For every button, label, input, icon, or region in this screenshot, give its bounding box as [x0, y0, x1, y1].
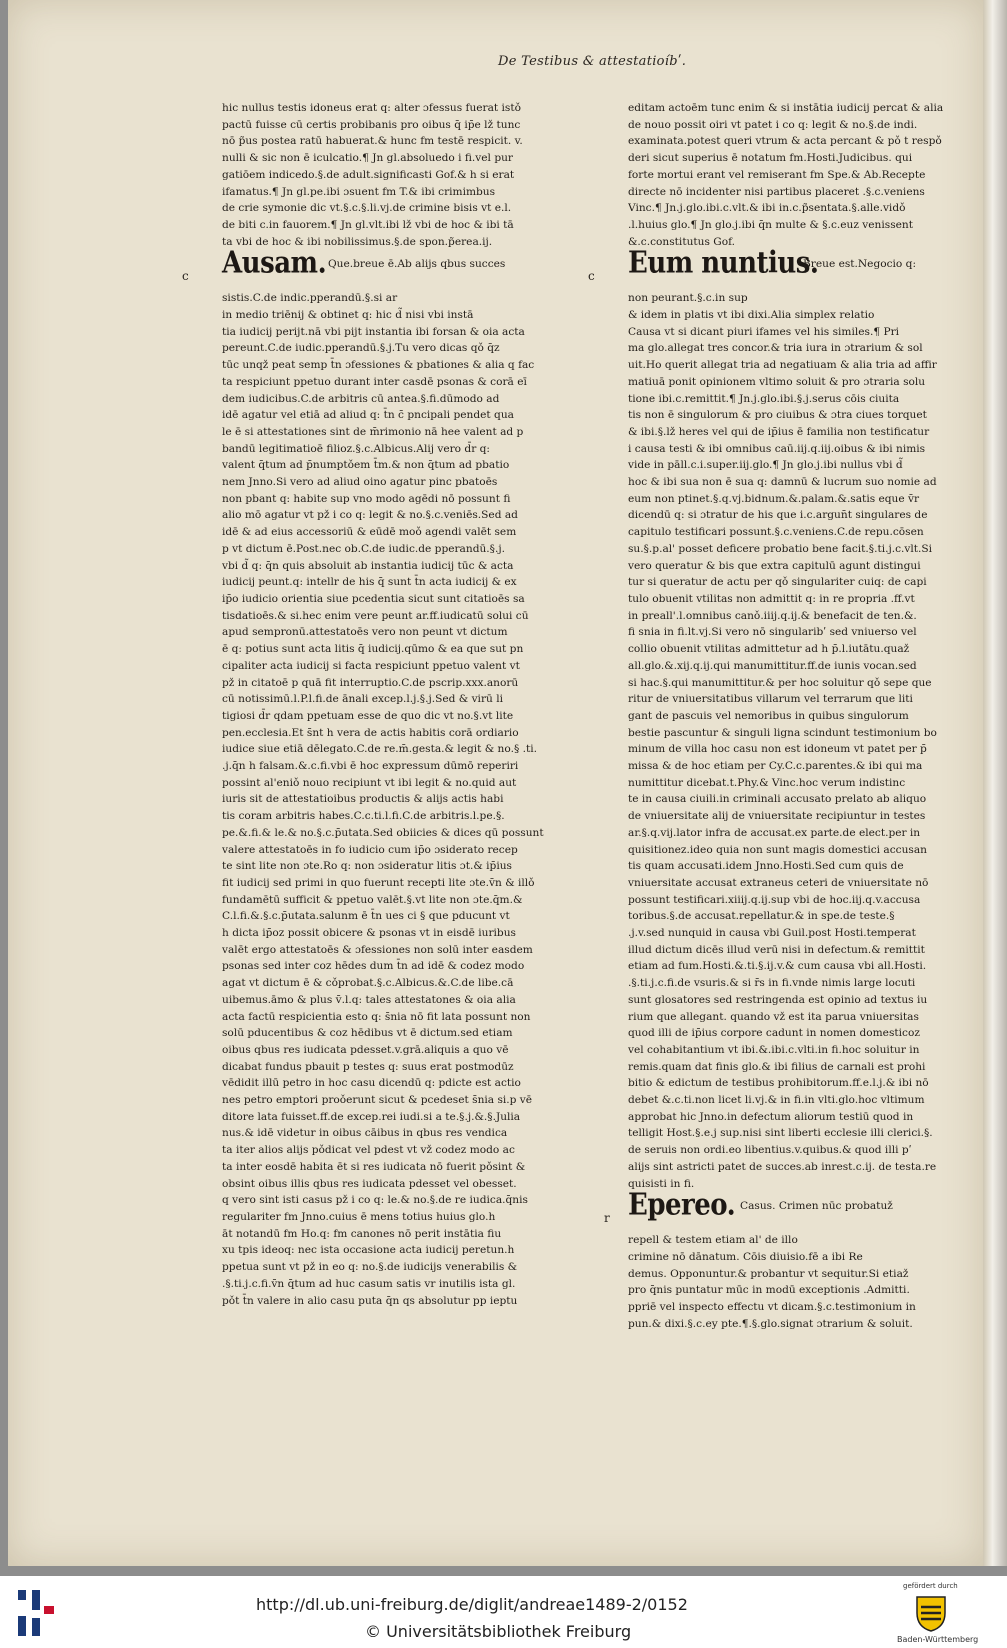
- text-line: .j.v.sed nunquid in causa vbi Guil.post Hosti.temperat: [628, 927, 916, 940]
- text-line: gant de pascuis vel nemoribus in quibus singulorum: [628, 709, 909, 722]
- text-line: tis quam accusati.idem Jnno.Hosti.Sed cum quis de: [628, 860, 904, 873]
- text-line: collio obuenit vtilitas admittetur ad h p̄.l.iutātu.quaž: [628, 643, 910, 656]
- text-line: tur si queratur de actu per qǒ singulariter cuiq: de capi: [628, 576, 927, 589]
- text-line: Vinc.¶ Jn.j.glo.ibi.c.vlt.& ibi in.c.p̃sentata.§.alle.vidǒ: [628, 202, 906, 215]
- text-line: telligit Host.§.e.j sup.nisi sint liberti ecclesie illi clerici.§.: [628, 1127, 933, 1140]
- text-line: dem iudicibus.C.de arbitris cū antea.§.fi.dūmodo ad: [222, 392, 500, 405]
- text-line: all.glo.&.xij.q.ij.qui manumittitur.ff.de iunis vocan.sed: [628, 659, 917, 672]
- text-line: ditore lata fuisset.ff.de excep.rei iudi.si a te.§.j.&.§.Julia: [222, 1110, 521, 1123]
- text-line: vide in pāll.c.i.super.iij.glo.¶ Jn glo.j.ibi nullus vbi d̃: [628, 459, 903, 472]
- section-lead: Que.breue ē.Ab alijs qbus succes: [328, 258, 506, 271]
- text-line: vero queratur & bis que extra capitulū agunt distingui: [628, 559, 921, 572]
- text-line: ritur de vniuersitatibus villarum vel terrarum que liti: [628, 693, 913, 706]
- text-line: bandū legitimatioē filioz.§.c.Albicus.Alij vero d̄r q:: [222, 442, 490, 455]
- university-logo-icon: [14, 1586, 62, 1638]
- running-head: De Testibus & attestatioíbʹ.: [498, 54, 687, 69]
- text-line: vniuersitate accusat extraneus ceteri de vniuersitate nō: [628, 876, 929, 889]
- text-line: le ē si attestationes sint de m̄rimonio nā hee valent ad p: [222, 425, 524, 438]
- copyright-text: © Universitätsbibliothek Freiburg: [365, 1622, 632, 1641]
- text-line: sunt glosatores sed restringenda est opinio ad textus iu: [628, 993, 928, 1006]
- text-line: cipaliter acta iudicij si facta respiciunt ppetuo valent vt: [222, 659, 520, 672]
- text-line: tisdatioēs.& si.hec enim vere peunt ar.ff.iudicatū solui cū: [222, 609, 529, 622]
- left-section-heading: [182, 246, 552, 288]
- margin-marker: c: [588, 269, 595, 284]
- text-line: .§.ti.j.c.fi.v̄n q̄tum ad huc casum satis vr inutilis ista gl.: [222, 1277, 516, 1290]
- text-line: nulli & sic non ē iculcatio.¶ Jn gl.absoluedo i fi.vel pur: [222, 152, 513, 165]
- text-line: dicabat fundus pbauit p testes q: suus erat postmodūz: [222, 1060, 514, 1073]
- right-column: [588, 100, 956, 1333]
- text-line: p vt dictum ē.Post.nec ob.C.de iudic.de pperandū.§.j.: [222, 542, 505, 555]
- text-line: pe.&.fi.& le.& no.§.c.p̄utata.Sed obiicies & dices qū possunt: [222, 826, 544, 839]
- text-line: āt notandū fm Ho.q: fm canones nō perit instātia fiu: [222, 1227, 502, 1240]
- text-line: in medio triēnij & obtinet q: hic d̃ nisi vbi instā: [222, 309, 474, 322]
- text-line: rium que allegant. quando vž est ita parua vniuersitas: [628, 1010, 919, 1023]
- text-line: sistis.C.de indic.pperandū.§.si ar: [222, 292, 398, 305]
- text-line: h dicta ip̄oz possit obicere & psonas vt in eisdē iuribus: [222, 927, 516, 940]
- text-line: te sint lite non ɔte.Ro q: non ɔsideratur litis ɔt.& ip̄ius: [222, 860, 512, 873]
- permalink-url[interactable]: http://dl.ub.uni-freiburg.de/diglit/andreae1489-2/0152: [256, 1595, 688, 1614]
- margin-marker: c: [182, 269, 189, 284]
- section-initial: Epereo.: [628, 1188, 736, 1223]
- page-edge: [983, 0, 1007, 1566]
- text-line: ē q: potius sunt acta litis q̄ iudicij.qūmo & ea que sut pn: [222, 643, 524, 656]
- text-line: toribus.§.de accusat.repellatur.& in spe.de teste.§: [628, 910, 895, 923]
- text-line: crimine nō dānatum. Cōis diuisio.fē a ibi Re: [628, 1251, 863, 1263]
- text-line: regulariter fm Jnno.cuius ē mens totius huius glo.h: [222, 1211, 496, 1223]
- text-line: idē & ad eius accessoriū & eūdē moǒ agendi valēt sem: [222, 526, 517, 539]
- text-line: matiuā ponit opinionem vltimo soluit & pro ɔtraria solu: [628, 375, 926, 388]
- text-line: eum non ptinet.§.q.vj.bidnum.&.palam.&.satis eque v̄r: [628, 492, 920, 505]
- text-line: fit iudicij sed primi in quo fuerunt recepti lite ɔte.v̄n & illǒ: [222, 876, 535, 889]
- text-line: acta factū respicientia esto q: s̄nia nō fit lata possunt non: [222, 1010, 531, 1023]
- text-line: debet &.c.ti.non licet li.vj.& in fi.in vlti.glo.hoc vltimum: [628, 1094, 925, 1107]
- text-line: minum de villa hoc casu non est idoneum vt patet per p̄: [628, 743, 927, 756]
- text-line: bestie pascuntur & singuli ligna scindunt testimonium bo: [628, 726, 937, 739]
- text-line: non pbant q: habite sup vno modo agēdi nō possunt fi: [222, 492, 511, 505]
- text-line: illud dictum dicēs illud verū nisi in defectum.& remittit: [628, 943, 925, 956]
- text-line: possint al'eniǒ nouo recipiunt vt ibi legit & no.quid aut: [222, 776, 517, 789]
- text-line: pactū fuisse cū certis probibanis pro oibus q̄ ip̄e lž tunc: [222, 118, 521, 131]
- text-line: ma glo.allegat tres concor.& tria iura in ɔtrarium & sol: [628, 342, 923, 355]
- text-line: tūc unqž peat semp t̄n ɔfessiones & pbationes & alia q fac: [222, 359, 535, 372]
- right-section-heading-2: [604, 1188, 956, 1230]
- text-line: alio mō agatur vt pž i co q: legit & no.§.c.veniēs.Sed ad: [222, 509, 518, 522]
- text-line: psonas sed inter coz hēdes dum t̄n ad idē & codez modo: [222, 960, 525, 973]
- section-initial: Eum nuntius.: [628, 246, 819, 281]
- text-line: repell & testem etiam al' de illo: [628, 1234, 798, 1247]
- text-line: capitulo testificari possunt.§.c.veniens.C.de repu.cōsen: [628, 526, 924, 539]
- text-line: forte mortui erant vel remiserant fm Spe.& Ab.Recepte: [628, 168, 926, 181]
- text-line: remis.quam dat finis glo.& ibi filius de carnali est prohi: [628, 1060, 926, 1073]
- left-column: [182, 100, 552, 1309]
- text-line: demus. Opponuntur.& probantur vt sequitur.Si etiaž: [628, 1267, 909, 1280]
- text-line: vēdidit illū petro in hoc casu dicendū q: pdicte est actio: [222, 1077, 521, 1090]
- text-line: iudice siue etiā dēlegato.C.de re.m̄.gesta.& legit & no.§ .ti.: [222, 743, 537, 756]
- text-line: uit.Ho querit allegat tria ad negatiuam & alia tria ad affir: [628, 359, 937, 372]
- text-line: idē agatur vel etiā ad aliud q: t̄n c̄ pncipali pendet qua: [222, 409, 514, 422]
- text-line: valere attestatoēs in fo iudicio cum ip̄o ɔsiderato recep: [222, 843, 518, 856]
- text-line: hic nullus testis idoneus erat q: alter ɔfessus fuerat istǒ: [222, 102, 521, 114]
- text-line: apud sempronū.attestatoēs vero non peunt vt dictum: [222, 626, 508, 639]
- text-line: fi snia in fi.lt.vj.Si vero nō singularibʹ sed vniuerso vel: [628, 626, 917, 639]
- text-line: ta inter eosdē habita ēt si res iudicata nō fuerit pǒsint &: [222, 1160, 526, 1173]
- sponsor-name: Baden-Württemberg: [897, 1635, 979, 1644]
- text-line: nem Jnno.Si vero ad aliud oino agatur pinc pbatoēs: [222, 476, 498, 489]
- text-line: tione ibi.c.remittit.¶ Jn.j.glo.ibi.§.j.serus cōis ciuita: [628, 392, 900, 405]
- text-line: de seruis non ordi.eo libentius.v.quibus.& quod illi pʹ: [628, 1144, 912, 1157]
- text-line: deri sicut superius ē notatum fm.Hosti.Judicibus. qui: [628, 152, 913, 165]
- section-lead: Casus. Crimen nūc probatuž: [740, 1200, 893, 1213]
- text-line: ip̄o iudicio orientia siue pcedentia sicut sunt citatioēs sa: [222, 592, 525, 605]
- text-line: cū notissimū.l.P.l.fi.de ānali excep.l.j.§.j.Sed & virū li: [222, 693, 503, 706]
- text-line: ppetua sunt vt pž in eo q: no.§.de iudicijs venerabilis &: [222, 1261, 518, 1274]
- text-line: C.l.fi.&.§.c.p̄utata.salunm ē t̄n ues ci § que pducunt vt: [222, 910, 510, 923]
- text-line: Causa vt si dicant piuri ifames vel his similes.¶ Pri: [628, 325, 900, 338]
- text-line: etiam ad fum.Hosti.&.ti.§.ij.v.& cum causa vbi all.Hosti.: [628, 960, 927, 973]
- text-line: ifamatus.¶ Jn gl.pe.ibi ɔsuent fm T.& ibi crimimbus: [222, 185, 496, 198]
- text-line: .l.huius glo.¶ Jn glo.j.ibi q̄n multe & §.c.euz venissent: [628, 218, 913, 231]
- text-line: de nouo possit oiri vt patet i co q: legit & no.§.de indi.: [628, 118, 918, 131]
- scanned-page: [8, 0, 983, 1566]
- text-line: quod illi de ip̄ius corpore cadunt in nomen domesticoz: [628, 1027, 920, 1040]
- text-line: tis coram arbitris habes.C.c.ti.l.fi.C.de arbitris.l.pe.§.: [222, 810, 505, 823]
- text-line: missa & de hoc etiam per Cy.C.c.parentes.& ibi qui ma: [628, 760, 923, 773]
- text-line: uibemus.āmo & plus v̄.l.q: tales attestatones & oia alia: [222, 993, 516, 1006]
- text-line: de biti c.in fauorem.¶ Jn gl.vlt.ibi lž vbi de hoc & ibi tā: [222, 218, 514, 231]
- text-line: pen.ecclesia.Et s̄nt h vera de actis habitis corā ordiario: [222, 726, 519, 739]
- text-line: alijs sint astricti patet de succes.ab inrest.c.ij. de testa.re: [628, 1160, 937, 1173]
- text-line: i causa testi & ibi omnibus caū.iij.q.iij.oibus & ibi nimis: [628, 442, 926, 455]
- text-line: nes petro emptori proǒerunt sicut & pcedeset s̄nia si.p vē: [222, 1094, 533, 1107]
- right-column-end-text: [628, 1232, 956, 1332]
- text-line: xu tpis ideoq: nec ista occasione acta iudicij peretun.h: [222, 1244, 515, 1257]
- text-line: ppriē vel inspecto effectu vt dicam.§.c.testimonium in: [628, 1301, 916, 1314]
- text-line: quisitionez.ideo quia non sunt magis domestici accusan: [628, 843, 927, 856]
- text-line: agat vt dictum ē & cǒprobat.§.c.Albicus.&.C.de libe.cā: [222, 977, 514, 990]
- text-line: ar.§.q.vij.lator infra de accusat.ex parte.de elect.per in: [628, 826, 921, 839]
- text-line: examinata.potest queri vtrum & acta percant & pǒ t respǒ: [628, 135, 942, 148]
- text-line: pro q̄nis puntatur mūc in modū exceptionis .Admitti.: [628, 1284, 910, 1297]
- text-line: te in causa ciuili.in criminali accusato prelato ab aliquo: [628, 793, 927, 806]
- text-line: de vniuersitate alij de vniuersitate recipiuntur in testes: [628, 810, 926, 823]
- coat-of-arms-icon: [911, 1593, 951, 1633]
- text-line: & ibi.§.lž heres vel qui de ip̄ius ē familia non testificatur: [628, 425, 930, 438]
- text-line: valent q̄tum ad p̄numptǒem t̄m.& non q̄tum ad pbatio: [222, 459, 510, 472]
- text-line: pereunt.C.de iudic.pperandū.§.j.Tu vero dicas qǒ q̄z: [222, 342, 500, 355]
- text-line: possunt testificari.xiiij.q.ij.sup vbi de hoc.iij.q.v.accusa: [628, 893, 921, 906]
- margin-marker: r: [604, 1211, 610, 1226]
- text-line: .§.ti.j.c.fi.de vsuris.& si r̄s in fi.vnde nimis large locuti: [628, 977, 916, 990]
- text-line: pun.& dixi.§.c.ey pte.¶.§.glo.signat ɔtrarium & soluit.: [628, 1317, 913, 1330]
- right-section-heading: [588, 246, 956, 288]
- right-column-top-text: [628, 100, 956, 250]
- text-line: ta vbi de hoc & ibi nobilissimus.§.de spon.p̃erea.ij.: [222, 235, 493, 248]
- text-line: ta iter alios alijs pǒdicat vel pdest vt vž codez modo ac: [222, 1144, 515, 1157]
- text-line: iuris sit de attestatioibus productis & alijs actis habi: [222, 793, 504, 806]
- text-line: quisisti in fi.: [628, 1177, 695, 1190]
- text-line: q vero sint isti casus pž i co q: le.& no.§.de re iudica.q̄nis: [222, 1194, 528, 1207]
- text-line: &.c.constitutus Gof.: [628, 235, 736, 248]
- text-line: bitio & edictum de testibus prohibitorum.ff.e.l.j.& ibi nō: [628, 1077, 929, 1090]
- text-line: approbat hic Jnno.in defectum aliorum testiū quod in: [628, 1110, 914, 1123]
- right-column-body-text: [628, 290, 956, 1192]
- text-line: ta respiciunt ppetuo durant inter casdē psonas & corā eī: [222, 375, 527, 388]
- text-line: directe nō incidenter nisi partibus placeret .§.c.veniens: [628, 185, 925, 198]
- text-line: .j.q̄n h falsam.&.c.fi.vbi ē hoc expressum dūmō reperiri: [222, 760, 519, 773]
- text-line: & idem in platis vt ibi dixi.Alia simplex relatio: [628, 309, 875, 322]
- text-line: nō p̃us postea ratū habuerat.& hunc fm testē respicit. v.: [222, 135, 523, 148]
- text-line: hoc & ibi sua non ē sua q: damnū & lucrum suo nomie ad: [628, 476, 937, 489]
- text-line: pǒt t̄n valere in alio casu puta q̄n qs absolutur pp ieptu: [222, 1294, 518, 1307]
- text-line: obsint oibus illis qbus res iudicata pdesset vel obesset.: [222, 1177, 517, 1190]
- text-line: su.§.p.al' posset deficere probatio bene facit.§.ti.j.c.vlt.Si: [628, 542, 933, 555]
- text-line: dicendū q: si ɔtratur de his que i.c.argun̄t singulares de: [628, 509, 928, 522]
- left-column-body-text: [222, 290, 552, 1309]
- text-line: tia iudicij perijt.nā vbi pijt instantia ibi forsan & oia acta: [222, 325, 525, 338]
- text-line: oibus qbus res iudicata pdesset.v.grā.aliquis a quo vē: [222, 1043, 509, 1056]
- text-line: non peurant.§.c.in sup: [628, 292, 748, 305]
- text-line: de crie symonie dic vt.§.c.§.li.vj.de crimine bisis vt e.l.: [222, 202, 512, 215]
- text-line: solū pducentibus & coz hēdibus vt ē dictum.sed etiam: [222, 1027, 513, 1040]
- text-line: valēt ergo attestatoēs & ɔfessiones non solū inter easdem: [222, 943, 533, 956]
- text-line: editam actoēm tunc enim & si instātia iudicij percat & alia: [628, 102, 944, 114]
- text-line: pž in citatoē p quā fit interruptio.C.de pscrip.xxx.anorū: [222, 676, 519, 689]
- text-line: si hac.§.qui manumittitur.& per hoc soluitur qǒ sepe que: [628, 676, 932, 689]
- section-initial: Ausam.: [222, 246, 327, 281]
- text-line: tis non ē singulorum & pro ciuibus & ɔtra ciues torquet: [628, 409, 927, 422]
- text-line: fundamētū sufficit & ppetuo valēt.§.vt lite non ɔte.q̄m.&: [222, 893, 523, 906]
- text-line: tigiosi d̄r qdam ppetuam esse de quo dic vt no.§.vt lite: [222, 709, 514, 722]
- text-line: vel cohabitantium vt ibi.&.ibi.c.vlti.in fi.hoc soluitur in: [628, 1043, 920, 1056]
- sponsor-label: gefördert durch: [903, 1582, 958, 1590]
- text-line: gatiōem indicedo.§.de adult.significasti Gof.& h si erat: [222, 168, 515, 181]
- section-lead: Breue est.Negocio q:: [803, 258, 917, 271]
- text-line: in preall'.l.omnibus canǒ.iiij.q.ij.& benefacit de ten.&.: [628, 609, 917, 622]
- text-line: vbi d̃ q: q̄n quis absoluit ab instantia iudicij tūc & acta: [222, 559, 514, 572]
- text-line: numittitur dicebat.t.Phy.& Vinc.hoc verum indistinc: [628, 776, 906, 789]
- text-line: nus.& idē videtur in oibus cāibus in qbus res vendica: [222, 1127, 508, 1140]
- text-line: iudicij peunt.q: intellr de his q̄ sunt t̄n acta iudicij & ex: [222, 576, 517, 589]
- text-line: tulo obuenit vtilitas non admittit q: in re propria .ff.vt: [628, 592, 915, 605]
- left-column-top-text: [222, 100, 552, 250]
